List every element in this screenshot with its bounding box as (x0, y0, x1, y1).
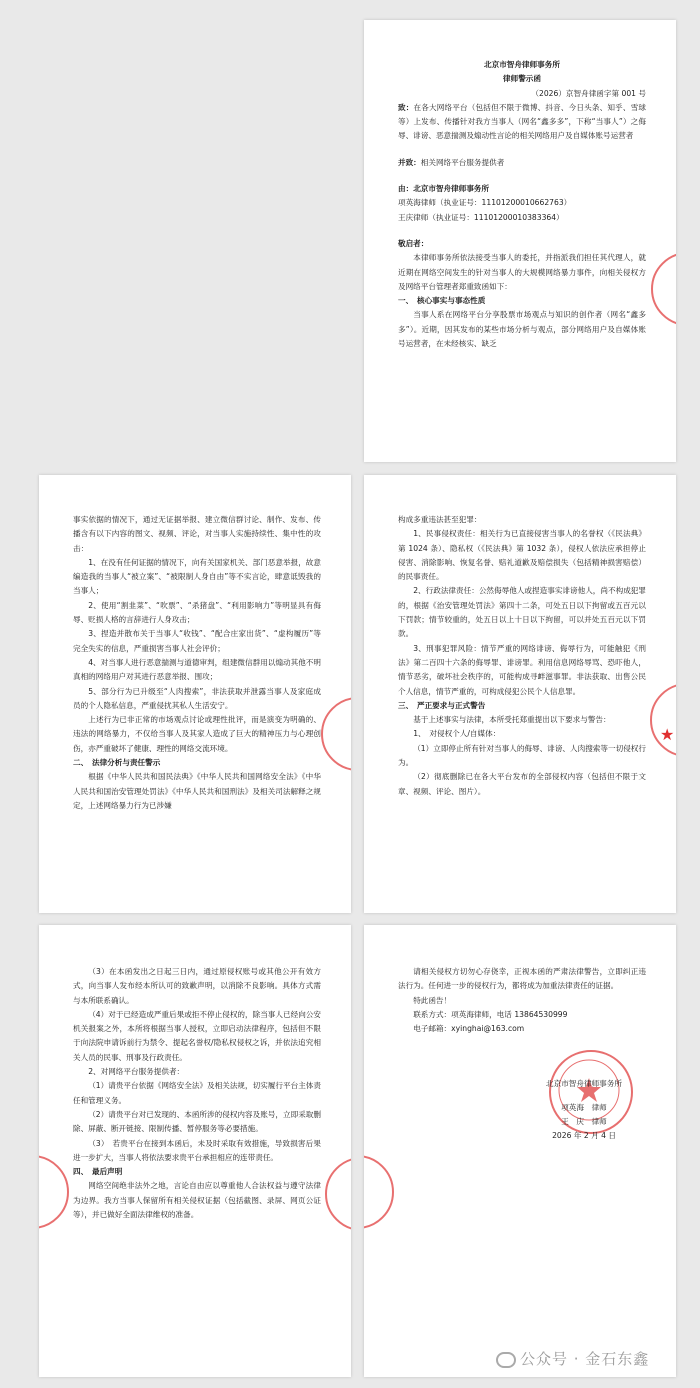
sender-paragraph (398, 182, 646, 196)
request-1b: （2）彻底删除已在各大平台发布的全部侵权内容（包括但不限于文章、视频、评论、图片）。 (398, 772, 646, 796)
document-page-4 (39, 925, 351, 1377)
firm-header: 北京市智舟律师事务所 (484, 60, 560, 69)
attack-item-1: 1、在没有任何证据的情况下，向有关国家机关、部门恶意举报，故意编造我的当事人“被立案”、“被限制人身自由”等不实言论，肆意诋毁我的当事人； (73, 557, 321, 596)
attack-item-4: 4、对当事人进行恶意揣测与道德审判，组建微信群用以煽动其他不明真相的网络用户对其进行恶意举报、围攻； (73, 657, 321, 682)
cc-label: 并致： (398, 157, 421, 167)
seal-stamp-icon (364, 1155, 394, 1229)
sign-date: 2026 年 2 月 4 日 (552, 1131, 616, 1140)
liability-administrative: 2、行政法律责任：公然侮辱他人或捏造事实诽谤他人，尚不构成犯罪的，根据《治安管理处罚法》第四十二条，可处五日以下拘留或五百元以下罚款；情节较重的，处五日以上十日以下拘留，可以并处五百元以下罚款。 (398, 586, 646, 639)
request-1-heading: 1、 对侵权个人/自媒体： (413, 729, 501, 739)
request-2c: （3） 若贵平台在接到本函后，未及时采取有效措施，导致损害后果进一步扩大，当事人将依法要求贵平台承担相应的连带责任。 (73, 1138, 321, 1162)
seal-stamp-icon (321, 697, 351, 771)
request-1c: （3）在本函发出之日起三日内，通过原侵权账号或其他公开有效方式，向当事人发布经本所认可的致歉声明，以消除不良影响。具体方式需与本所联系确认。 (73, 967, 321, 1005)
requests-intro: 基于上述事实与法律，本所受托郑重提出以下要求与警告： (413, 715, 611, 725)
attack-item-2: 2、使用“割韭菜”、“吹票”、“杀猪盘”、“利用影响力”等明显具有侮辱、贬损人格的言辞进行人身攻击； (73, 600, 321, 625)
seal-stamp-icon (39, 1155, 69, 1229)
request-2b: （2）请贵平台对已发现的、本函所涉的侵权内容及账号，立即采取删除、屏蔽、断开链接、限制传播、暂停服务等必要措施。 (73, 1109, 321, 1134)
contact-line: 联系方式：项英海律师，电话 13864530999 (413, 1009, 568, 1019)
seal-stamp-icon (650, 683, 676, 757)
document-page-2 (39, 475, 351, 913)
cc-paragraph (398, 156, 646, 170)
email-label: 电子邮箱： (413, 1024, 452, 1034)
recipient-text: 在各大网络平台（包括但不限于微博、抖音、今日头条、知乎、雪球等）上发布、传播针对我方当事人（网名“鑫多多”，下称“当事人”）之侮辱、诽谤、恶意揣测及煽动性言论的相关网络用户及自媒体账号运营者 (398, 102, 647, 141)
reference-number: （2026）京智舟律函字第 001 号 (531, 88, 646, 98)
section-1-paragraph: 当事人系在网络平台分享股票市场观点与知识的创作者（网名“鑫多多”）。近期，因其发布的某些市场分析与观点，部分网络用户及自媒体账号运营者，在未经核实、缺乏 (398, 310, 646, 349)
sign-lawyer-1: 项英海 律师 (561, 1103, 607, 1112)
page2-continued-paragraph: 事实依据的情况下，通过无证据举报、建立微信群讨论、制作、发布、传播含有以下内容的图文、视频、评论，对当事人实施持续性、集中性的攻击： (73, 515, 321, 553)
section-2-title: 二、 法律分析与责任警示 (73, 758, 161, 768)
watermark-text: 公众号 · 金石东鑫 (520, 1350, 650, 1368)
attack-item-3: 3、捏造并散布关于当事人“收钱”、“配合庄家出货”、“虚构履历”等完全失实的信息，严重损害当事人社会评价； (73, 629, 321, 653)
lawyer-2: 王庆律师（执业证号：11101200010383364） (398, 212, 564, 222)
sign-firm: 北京市智舟律师事务所 (546, 1079, 622, 1088)
signature-block (514, 1077, 654, 1143)
seal-stamp-icon (651, 252, 676, 326)
cc-text: 相关网络平台服务提供者 (420, 157, 505, 167)
request-1d: （4）对于已经造成严重后果或拒不停止侵权的，除当事人已经向公安机关报案之外，本所将根据当事人授权，立即启动法律程序，包括但不限于向法院申请诉前行为禁令、提起名誉权/隐私权侵权之诉，并依法追究相关人员的民事、刑事及行政责任。 (73, 1009, 321, 1062)
email-value: xyinghai@163.com (451, 1024, 525, 1034)
closing-line: 特此函告！ (413, 995, 452, 1005)
section-1-title: 一、 核心事实与事态性质 (398, 296, 486, 306)
recipient-label: 致： (398, 102, 414, 112)
seal-star-icon: ★ (660, 725, 675, 744)
document-page-3 (364, 475, 676, 913)
sign-lawyer-2: 王 庆 律师 (561, 1117, 607, 1126)
liability-civil: 1、民事侵权责任：相关行为已直接侵害当事人的名誉权（《民法典》第 1024 条）、隐私权（《民法典》第 1032 条），侵权人依法应承担停止侵害、消除影响、恢复名誉、赔礼道歉及赔偿损失（包括精神损害赔偿）的民事责任。 (398, 529, 646, 582)
sender-text: 北京市智舟律师事务所 (413, 184, 490, 194)
liability-criminal: 3、刑事犯罪风险：情节严重的网络诽谤、侮辱行为，可能触犯《刑法》第二百四十六条的侮辱罪、诽谤罪。利用信息网络辱骂、恐吓他人，情节恶劣，破坏社会秩序的，可能构成寻衅滋事罪。非法获取、出售公民个人信息，情节严重的，可构成侵犯公民个人信息罪。 (398, 643, 646, 696)
recipient-paragraph (398, 101, 646, 144)
warning-paragraph: 请相关侵权方切勿心存侥幸，正视本函的严肃法律警告，立即纠正违法行为。任何进一步的侵权行为，都将成为加重法律责任的证据。 (398, 967, 646, 991)
lawyer-1: 项英海律师（执业证号：11101200010662763） (398, 198, 572, 208)
request-1a: （1）立即停止所有针对当事人的侮辱、诽谤、人肉搜索等一切侵权行为。 (398, 743, 646, 768)
request-2a: （1）请贵平台依据《网络安全法》及相关法规，切实履行平台主体责任和管理义务。 (73, 1081, 321, 1105)
sender-label: 由： (398, 184, 414, 194)
request-2-heading: 2、对网络平台服务提供者： (88, 1067, 185, 1077)
email-line (398, 1022, 646, 1036)
greeting: 敬启者： (398, 238, 429, 248)
seal-stamp-icon (325, 1157, 351, 1231)
wechat-icon (496, 1352, 516, 1368)
attack-item-5: 5、部分行为已升级至“人肉搜索”，非法获取并泄露当事人及家庭成员的个人隐私信息，严重侵扰其私人生活安宁。 (73, 686, 321, 710)
document-page-1 (364, 20, 676, 462)
section-3-title: 三、 严正要求与正式警告 (398, 700, 486, 710)
document-title: 律师警示函 (503, 74, 541, 84)
wechat-watermark (496, 1348, 649, 1369)
final-statement: 网络空间绝非法外之地，言论自由应以尊重他人合法权益与遵守法律为边界。我方当事人保留所有相关侵权证据（包括截图、录屏、网页公证等），并已做好全面法律维权的准备。 (73, 1181, 321, 1220)
legal-basis-paragraph: 根据《中华人民共和国民法典》《中华人民共和国网络安全法》《中华人民共和国治安管理处罚法》《中华人民共和国刑法》及相关司法解释之规定，上述网络暴力行为已涉嫌 (73, 772, 321, 810)
page3-continued-paragraph: 构成多重违法甚至犯罪： (398, 515, 482, 524)
document-page-5 (364, 925, 676, 1377)
summary-paragraph: 上述行为已非正常的市场观点讨论或理性批评，而是演变为明确的、违法的网络暴力，不仅给当事人及其家人造成了巨大的精神压力与心理创伤，亦严重破坏了健康、理性的网络交流环境。 (73, 715, 321, 753)
intro-paragraph: 本律师事务所依法接受当事人的委托，并指派我们担任其代理人，就近期在网络空间发生的针对当事人的大规模网络暴力事件，向相关侵权方及网络平台管理者郑重致函如下： (398, 253, 646, 291)
section-4-title: 四、 最后声明 (73, 1167, 123, 1177)
